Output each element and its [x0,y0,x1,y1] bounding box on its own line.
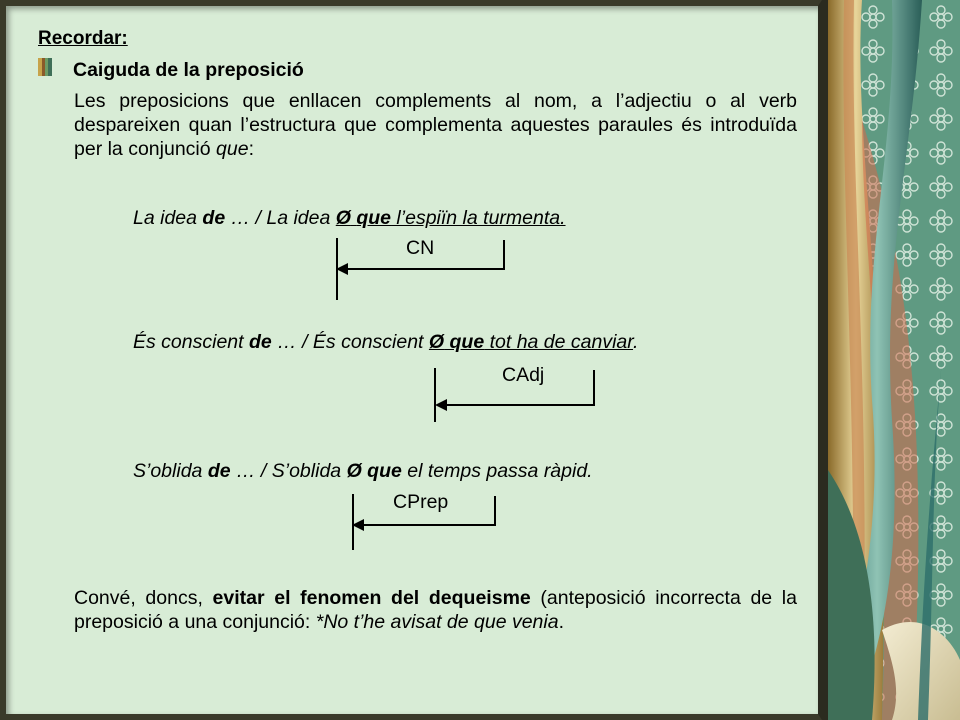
bullet-icon [38,58,52,76]
example-2-part-1: És conscient [133,331,249,353]
closing-example: *No t’he avisat de que venia [315,611,559,633]
arrow-3-horizontal [358,524,496,526]
example-2-zero: Ø [428,331,445,353]
example-3-zero: Ø [346,460,362,482]
example-1-que: que [356,207,392,229]
example-1-de: de [202,207,226,229]
example-sentence-2 [133,331,638,354]
example-3-part-1: S’oblida [133,460,208,482]
label-cn: CN [406,237,435,259]
closing-part-1: Convé, doncs, [74,587,213,609]
example-sentence-3 [133,460,593,483]
closing-part-3: . [558,611,564,633]
example-sentence-1 [133,207,566,230]
example-3-part-2: … / S’oblida [230,460,347,482]
closing-paragraph [74,586,797,634]
heading: Recordar: [38,28,128,49]
intro-end: : [248,138,254,160]
example-2-de: de [248,331,272,353]
closing-part-2: (anteposició incorrecta de la preposició a una conjunció: [74,587,797,633]
example-2-end: . [633,331,639,353]
intro-text: Les preposicions que enllacen complements al nom, a l’adjectiu o al verb despareixen quan l’estructura que complementa aquestes paraules és introduïda per la conjunció [74,90,797,160]
decorative-panel [822,0,960,720]
arrow-1-right-line [503,240,505,270]
example-3-rest: el temps passa ràpid. [401,460,593,482]
example-3-que: que [367,460,402,482]
closing-bold: evitar el fenomen del dequeisme [212,587,531,609]
example-1-part-2: … / La idea [225,207,336,229]
intro-paragraph [74,89,797,161]
arrowhead-3-icon [352,519,364,531]
intro-que: que [216,138,249,160]
example-1-part-1: La idea [133,207,203,229]
arrow-3-right-line [494,496,496,526]
arrowhead-1-icon [336,263,348,275]
bullet-title: Caiguda de la preposició [73,59,304,81]
example-1-rest: l’espiïn la turmenta. [391,207,566,229]
arrow-2-left-line [434,368,436,422]
arrow-2-horizontal [441,404,595,406]
arrowhead-2-icon [435,399,447,411]
example-2-rest: tot ha de canviar [484,331,634,353]
example-2-que: que [449,331,485,353]
arrow-2-right-line [593,370,595,406]
example-1-zero: Ø [335,207,351,229]
arrow-1-horizontal [342,268,505,270]
label-cprep: CPrep [393,491,449,513]
example-3-de: de [207,460,231,482]
label-cadj: CAdj [502,364,545,386]
example-2-part-2: … / És conscient [271,331,429,353]
